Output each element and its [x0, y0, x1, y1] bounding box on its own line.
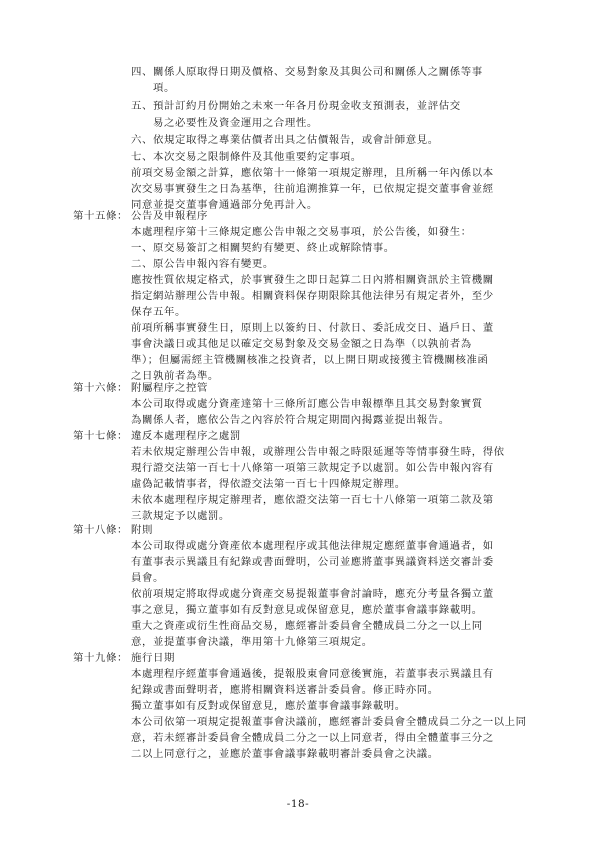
article-label: 第十五條： [73, 210, 128, 222]
article-heading: 附則 [131, 524, 153, 536]
body-line: 應按性質依規定格式，於事實發生之即日起算二日內將相關資訊於主管機關 [131, 274, 494, 286]
body-line: 前項交易金額之計算，應依第十一條第一項規定辦理，且所稱一年內係以本 [131, 167, 494, 179]
body-line: 本處理程序經董事會通過後，提報股東會同意後實施，若董事表示異議且有 [131, 668, 494, 680]
body-line: 準）；但屬需經主管機關核准之投資者，以上開日期或接獲主管機關核准函 [131, 354, 489, 366]
body-line: 七、本次交易之限制條件及其他重要約定事項。 [131, 151, 362, 163]
body-line: 一、原交易簽訂之相關契約有變更、終止或解除情事。 [131, 242, 395, 254]
body-line: 三款規定予以處罰。 [131, 510, 230, 522]
body-line: 同意並提交董事會通過部分免再計入。 [131, 199, 318, 211]
body-line: 易之必要性及資金運用之合理性。 [153, 117, 318, 129]
body-line: 意，並提董事會決議，準用第十九條第三項規定。 [131, 636, 373, 648]
body-line: 獨立董事如有反對或保留意見，應於董事會議事錄載明。 [131, 700, 406, 712]
body-line: 為關係人者，應依公告之內容於符合規定期間內揭露並提出報告。 [131, 414, 450, 426]
article-label: 第十九條： [73, 652, 128, 664]
body-line: 依前項規定將取得或處分資產交易提報董事會討論時，應充分考量各獨立董 [131, 588, 494, 600]
body-line: 現行證交法第一百七十八條第一項第三款規定予以處罰。如公告申報內容有 [131, 462, 494, 474]
body-line: 重大之資產或衍生性商品交易，應經審計委員會全體成員二分之一以上同 [131, 620, 483, 632]
article-label: 第十七條： [73, 430, 128, 442]
body-line: 意，若未經審計委員會全體成員二分之一以上同意者，得由全體董事三分之 [131, 732, 494, 744]
body-line: 未依本處理程序規定辦理者，應依證交法第一百七十八條第一項第二款及第 [131, 494, 494, 506]
body-line: 事會決議日或其他足以確定交易對象及交易金額之日為準（以孰前者為 [131, 338, 472, 350]
body-line: 有董事表示異議且有紀錄或書面聲明，公司並應將董事異議資料送交審計委 [131, 556, 494, 568]
body-line: 本處理程序第十三條規定應公告申報之交易事項，於公告後，如發生： [131, 226, 472, 238]
article-label: 第十八條： [73, 524, 128, 536]
article-label: 第十六條： [73, 382, 128, 394]
body-line: 二、原公告申報內容有變更。 [131, 258, 274, 270]
body-line: 保存五年。 [131, 306, 186, 318]
body-line: 前項所稱事實發生日，原則上以簽約日、付款日、委託成交日、過戶日、董 [131, 322, 494, 334]
body-line: 四、關係人原取得日期及價格、交易對象及其與公司和關係人之關係等事 [131, 66, 483, 78]
body-line: 本公司取得或處分資產依本處理程序或其他法律規定應經董事會通過者，如 [131, 540, 494, 552]
article-heading: 附屬程序之控管 [131, 382, 208, 394]
body-line: 二以上同意行之，並應於董事會議事錄載明審計委員會之決議。 [131, 748, 439, 760]
body-line: 指定網站辦理公告申報。相關資料保存期限除其他法律另有規定者外，至少 [131, 290, 494, 302]
body-line: 事之意見，獨立董事如有反對意見或保留意見，應於董事會議事錄載明。 [131, 604, 483, 616]
body-line: 次交易事實發生之日為基準，往前追溯推算一年，已依規定提交董事會並經 [131, 183, 494, 195]
article-heading: 公告及申報程序 [131, 210, 208, 222]
body-line: 項。 [153, 82, 175, 94]
body-line: 之日孰前者為準。 [131, 370, 219, 382]
body-line: 若未依規定辦理公告申報，或辦理公告申報之時限延遲等等情事發生時，得依 [131, 446, 505, 458]
article-heading: 施行日期 [131, 652, 175, 664]
body-line: 五、預計訂約月份開始之未來一年各月份現金收支預測表，並評估交 [131, 100, 461, 112]
body-line: 本公司取得或處分資產達第十三條所訂應公告申報標準且其交易對象實質 [131, 398, 483, 410]
body-line: 紀錄或書面聲明者，應將相關資料送審計委員會。修正時亦同。 [131, 684, 439, 696]
page-number: -18- [286, 798, 310, 810]
body-line: 本公司依第一項規定提報董事會決議前，應經審計委員會全體成員二分之一以上同 [131, 716, 527, 728]
body-line: 員會。 [131, 572, 164, 584]
article-heading: 違反本處理程序之處罰 [131, 430, 241, 442]
body-line: 六、依規定取得之專業估價者出具之估價報告，或會計師意見。 [131, 134, 439, 146]
body-line: 虛偽記載情事者，得依證交法第一百七十四條規定辦理。 [131, 478, 406, 490]
